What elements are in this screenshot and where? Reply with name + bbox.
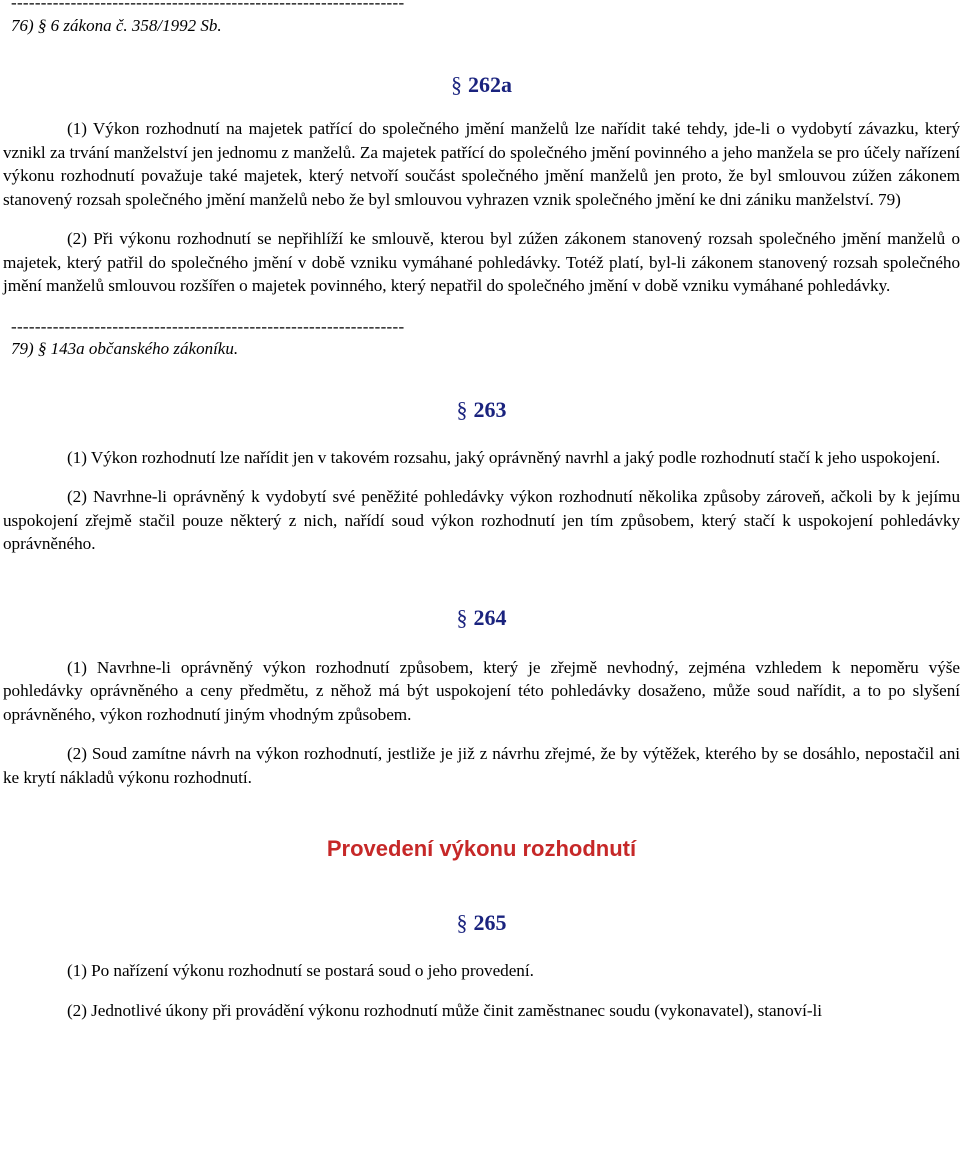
paragraph-262a-1: (1) Výkon rozhodnutí na majetek patřící do společného jmění manželů lze nařídit také tehdy, jde-li o vydobytí závazku, který vznikl za trvání manželství jen jednomu z manželů. Za majetek patřící do společného jmění povinného a jeho manžela se pro účely nařízení výkonu rozhodnutí považuje také majetek, který netvoří součást společného jmění manželů jen proto, že byl smlouvou zúžen zákonem stanovený rozsah společného jmění manželů nebo že byl smlouvou vyhrazen vznik společného jmění ke dni zániku manželství. 79) <box>3 119 960 209</box>
footnote-separator: ------------------------------------------------------------------ <box>11 316 405 336</box>
paragraph-264-1: (1) Navrhne-li oprávněný výkon rozhodnutí způsobem, který je zřejmě nevhodný, zejména vzhledem k nepoměru výše pohledávky oprávněného a ceny předmětu, z něhož má být uspokojení této pohledávky dosaženo, může soud nařídit, a to po slyšení oprávněného, výkon rozhodnutí jiným vhodným způsobem. <box>3 657 960 724</box>
section-symbol: § <box>451 72 462 97</box>
footnote-76: 76) § 6 zákona č. 358/1992 Sb. <box>11 16 222 35</box>
section-number: 264 <box>473 604 507 630</box>
paragraph-265-1: (1) Po nařízení výkonu rozhodnutí se postará soud o jeho provedení. <box>67 961 534 980</box>
paragraph-262a-2: (2) Při výkonu rozhodnutí se nepřihlíží ke smlouvě, kterou byl zúžen zákonem stanovený rozsah společného jmění manželů o majetek, který patřil do společného jmění v době vzniku vymáhané pohledávky. Totéž platí, byl-li zákonem stanovený rozsah společného jmění manželů smlouvou rozšířen o majetek povinného, který nepatřil do společného jmění v době vzniku vymáhané pohledávky. <box>3 229 960 295</box>
paragraph-265-2: (2) Jednotlivé úkony při provádění výkonu rozhodnutí může činit zaměstnanec soudu (vykonavatel), stanoví-li <box>67 1000 823 1020</box>
section-symbol: § <box>456 910 468 935</box>
section-symbol: § <box>456 604 468 630</box>
section-heading-262a <box>3 71 960 99</box>
section-heading-264 <box>3 604 960 632</box>
document-page <box>3 0 960 1022</box>
section-symbol: § <box>456 396 468 422</box>
footnote-79: 79) § 143a občanského zákoníku. <box>11 338 239 358</box>
section-heading-265 <box>3 909 960 937</box>
paragraph-263-2: (2) Navrhne-li oprávněný k vydobytí své peněžité pohledávky výkon rozhodnutí několika způsoby zároveň, ačkoli by k jejímu uspokojení zřejmě stačil pouze některý z nich, nařídí soud výkon rozhodnutí jen tím způsobem, který stačí k uspokojení pohledávky oprávněného. <box>3 487 960 553</box>
section-number: 263 <box>473 396 507 422</box>
paragraph-264-2: (2) Soud zamítne návrh na výkon rozhodnutí, jestliže je již z návrhu zřejmé, že by výtěžek, kterého by se dosáhlo, nepostačil ani ke krytí nákladů výkonu rozhodnutí. <box>3 744 960 787</box>
footnote-separator: ------------------------------------------------------------------ <box>11 0 405 12</box>
section-number: 265 <box>473 910 507 935</box>
paragraph-263-1: (1) Výkon rozhodnutí lze nařídit jen v takovém rozsahu, jaký oprávněný navrhl a jaký podle rozhodnutí stačí k jeho uspokojení. <box>67 447 941 467</box>
section-number: 262a <box>468 72 512 97</box>
section-heading-263 <box>3 396 960 424</box>
part-title: Provedení výkonu rozhodnutí <box>326 836 637 861</box>
